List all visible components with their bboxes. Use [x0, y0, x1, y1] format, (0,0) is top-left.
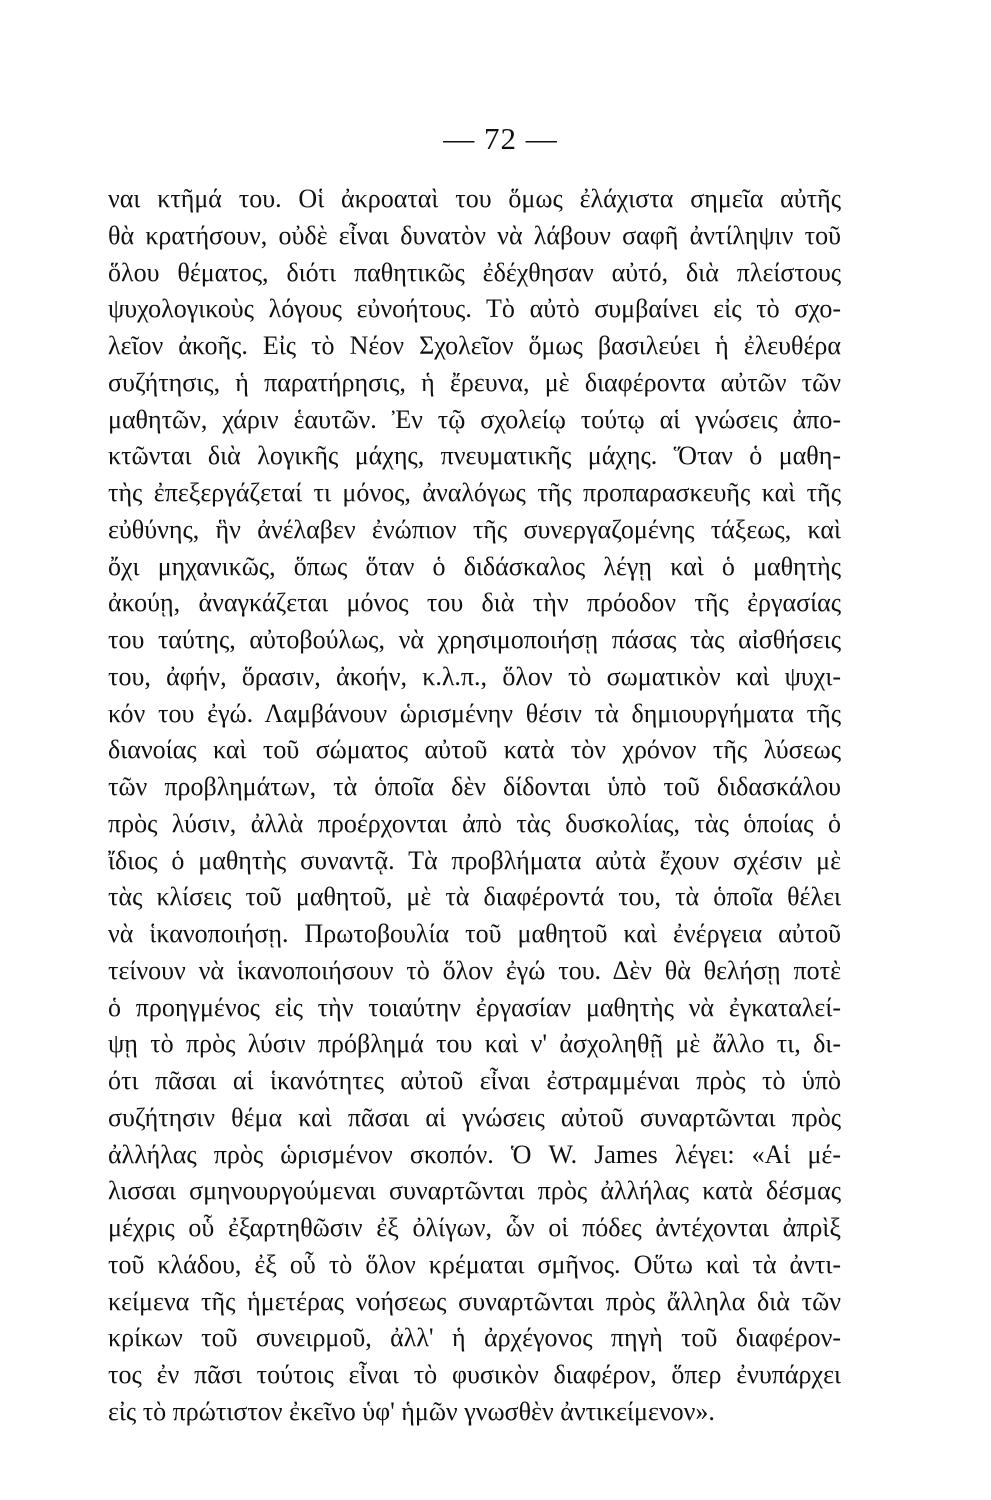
text-line: ότι πᾶσαι αἱ ἱκανότητες αὐτοῦ εἶναι ἐστραμμέναι πρὸς τὸ ὑπὸ: [108, 1066, 841, 1095]
text-line: ὄχι μηχανικῶς, ὅπως ὅταν ὁ διδάσκαλος λέγῃ καὶ ὁ μαθητὴς: [108, 551, 841, 581]
text-line: μέχρις οὗ ἐξαρτηθῶσιν ἐξ ὀλίγων, ὧν οἱ πόδες ἀντέχονται ἀπρὶξ: [108, 1213, 841, 1242]
text-line: τὰς κλίσεις τοῦ μαθητοῦ, μὲ τὰ διαφέροντά του, τὰ ὁποῖα θέλει: [108, 882, 841, 912]
text-line: τὴς ἐπεξεργάζεταί τι μόνος, ἀναλόγως τῆς προπαρασκευῆς καὶ τῆς: [108, 478, 841, 507]
text-line: εὐθύνης, ἣν ἀνέλαβεν ἐνώπιον τῆς συνεργαζομένης τάξεως, καὶ: [108, 514, 841, 544]
text-line: νὰ ἱκανοποιήσῃ. Πρωτοβουλία τοῦ μαθητοῦ καὶ ἐνέργεια αὐτοῦ: [108, 919, 841, 948]
text-line: θὰ κρατήσουν, οὐδὲ εἶναι δυνατὸν νὰ λάβουν σαφῆ ἀντίληψιν τοῦ: [108, 220, 841, 250]
text-line: κόν του ἐγώ. Λαμβάνουν ὡρισμένην θέσιν τὰ δημιουργήματα τῆς: [108, 698, 841, 728]
text-line: λεῖον ἀκοῆς. Εἰς τὸ Νέον Σχολεῖον ὅμως βασιλεύει ἡ ἐλευθέρα: [108, 331, 841, 360]
text-line: κρίκων τοῦ συνειρμοῦ, ἀλλ' ἡ ἀρχέγονος πηγὴ τοῦ διαφέρον-: [108, 1323, 841, 1353]
text-line: ψῃ τὸ πρὸς λύσιν πρόβλημά του καὶ ν' ἀσχοληθῇ μὲ ἄλλο τι, δι-: [108, 1029, 841, 1059]
text-line: τείνουν νὰ ἱκανοποιήσουν τὸ ὅλον ἐγώ του. Δὲν θὰ θελήσῃ ποτὲ: [108, 955, 841, 985]
text-line: του, ἀφήν, ὅρασιν, ἀκοήν, κ.λ.π., ὅλον τὸ σωματικὸν καὶ ψυχι-: [108, 661, 841, 691]
page-number: — 72 —: [443, 121, 558, 156]
text-line: συζήτησιν θέμα καὶ πᾶσαι αἱ γνώσεις αὐτοῦ συναρτῶνται πρὸς: [108, 1102, 841, 1132]
text-line: τος ἐν πᾶσι τούτοις εἶναι τὸ φυσικὸν διαφέρον, ὅπερ ἐνυπάρχει: [108, 1360, 841, 1389]
text-line: ὁ προηγμένος εἰς τὴν τοιαύτην ἐργασίαν μαθητὴς νὰ ἐγκαταλεί-: [108, 992, 841, 1022]
text-line: τῶν προβλημάτων, τὰ ὁποῖα δὲν δίδονται ὑπὸ τοῦ διδασκάλου: [108, 772, 841, 801]
text-line: κείμενα τῆς ἡμετέρας νοήσεως συναρτῶνται πρὸς ἄλληλα διὰ τῶν: [108, 1286, 841, 1316]
text-line: ἴδιος ὁ μαθητὴς συναντᾷ. Τὰ προβλήματα αὐτὰ ἔχουν σχέσιν μὲ: [108, 845, 841, 875]
text-line: συζήτησις, ἡ παρατήρησις, ἡ ἔρευνα, μὲ διαφέροντα αὐτῶν τῶν: [108, 367, 841, 397]
text-line: ναι κτῆμά του. Οἱ ἀκροαταὶ του ὅμως ἐλάχιστα σημεῖα αὐτῆς: [108, 184, 841, 213]
text-line: διανοίας καὶ τοῦ σώματος αὐτοῦ κατὰ τὸν χρόνον τῆς λύσεως: [108, 735, 841, 765]
text-line: ψυχολογικοὺς λόγους εὐνοήτους. Τὸ αὐτὸ συμβαίνει εἰς τὸ σχο-: [108, 294, 841, 324]
text-line: ἀκούῃ, ἀναγκάζεται μόνος του διὰ τὴν πρόοδον τῆς ἐργασίας: [108, 588, 841, 618]
text-line: λισσαι σμηνουργούμεναι συναρτῶνται πρὸς ἀλλήλας κατὰ δέσμας: [108, 1176, 841, 1206]
text-line: μαθητῶν, χάριν ἑαυτῶν. Ἐν τῷ σχολείῳ τούτῳ αἱ γνώσεις ἀπο-: [108, 404, 841, 434]
text-line: εἰς τὸ πρώτιστον ἐκεῖνο ὑφ' ἡμῶν γνωσθὲν ἀντικείμενον».: [108, 1396, 715, 1426]
text-line: πρὸς λύσιν, ἀλλὰ προέρχονται ἀπὸ τὰς δυσκολίας, τὰς ὁποίας ὁ: [108, 808, 841, 838]
body-text: [108, 181, 841, 1431]
text-line: ἀλλήλας πρὸς ὡρισμένον σκοπόν. Ὁ W. James λέγει: «Αἱ μέ-: [108, 1139, 841, 1169]
text-line: κτῶνται διὰ λογικῆς μάχης, πνευματικῆς μάχης. Ὅταν ὁ μαθη-: [108, 441, 841, 471]
text-line: του ταύτης, αὐτοβούλως, νὰ χρησιμοποιήσῃ πάσας τὰς αἰσθήσεις: [108, 625, 841, 654]
text-line: τοῦ κλάδου, ἐξ οὗ τὸ ὅλον κρέμαται σμῆνος. Οὕτω καὶ τὰ ἀντι-: [108, 1249, 841, 1279]
text-line: ὅλου θέματος, διότι παθητικῶς ἐδέχθησαν αὐτό, διὰ πλείστους: [108, 257, 841, 287]
